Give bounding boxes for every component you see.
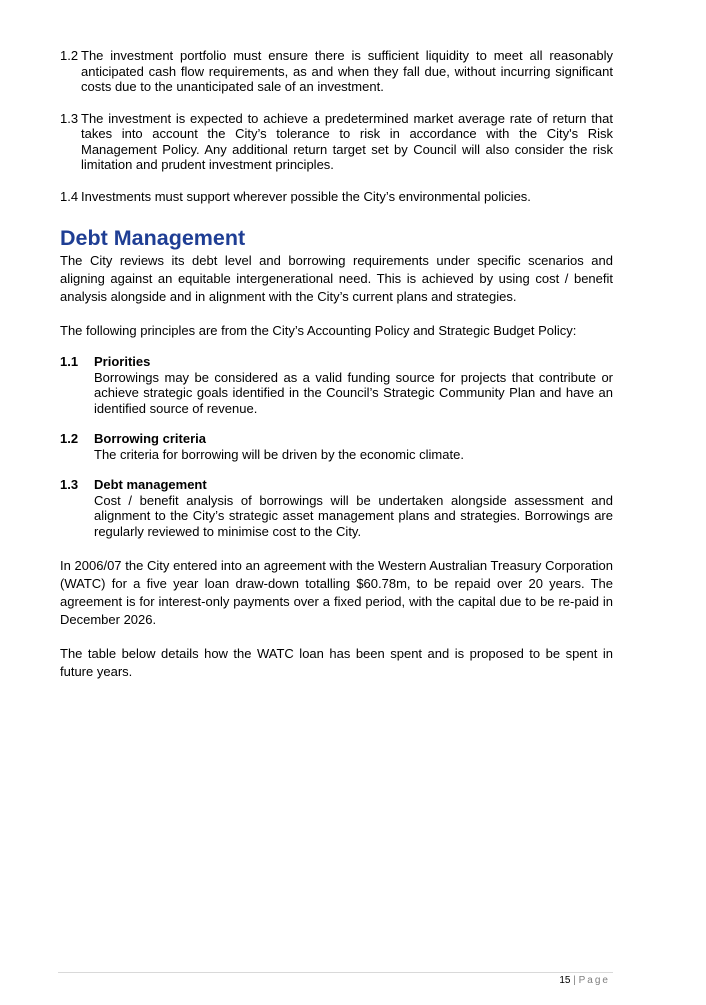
principle-title: Borrowing criteria [94, 431, 206, 446]
page-content [60, 48, 613, 697]
list-item-text: The investment portfolio must ensure there is sufficient liquidity to meet all reasonably anticipated cash flow requirements, as and when they fall due, without incurring significant costs due to the unanticipated sale of an investment. [81, 48, 613, 94]
table-intro-paragraph: The table below details how the WATC loan has been spent and is proposed to be spent in future years. [60, 646, 613, 679]
principle-item [60, 477, 613, 539]
list-item-text: The investment is expected to achieve a predetermined market average rate of return that takes into account the City’s tolerance to risk in accordance with the City's Risk Management Policy. Any additional return target set by Council will also consider the risk limitation and prudent investment principles. [81, 110, 613, 172]
page-footer [559, 975, 610, 986]
list-item [60, 48, 613, 95]
principle-text: Cost / benefit analysis of borrowings will be undertaken alongside assessment and alignment to the City’s strategic asset management plans and strategies. Borrowings are regularly reviewed to minimise cost to the City. [94, 492, 613, 539]
footer-separator: | [573, 975, 576, 986]
principle-text: The criteria for borrowing will be driven by the economic climate. [94, 446, 464, 462]
principle-text: Borrowings may be considered as a valid funding source for projects that contribute or achieve strategic goals identified in the Council’s Strategic Community Plan and have an identified source of revenue. [94, 369, 613, 416]
section-heading: Debt Management [60, 226, 246, 250]
list-item [60, 111, 613, 173]
principle-number: 1.3 [60, 477, 79, 492]
principle-item [60, 431, 613, 462]
principle-title: Debt management [94, 477, 207, 492]
list-item-number: 1.2 [60, 48, 79, 63]
principle-number: 1.2 [60, 431, 79, 446]
principle-item [60, 354, 613, 416]
footer-divider [58, 972, 613, 973]
intro-paragraph: The City reviews its debt level and borrowing requirements under specific scenarios and aligning against an equitable intergenerational need. This is achieved by using cost / benefit analysis alongside and in alignment with the City’s current plans and strategies. [60, 253, 613, 304]
page-number: 15 [559, 975, 571, 986]
list-item-text: Investments must support wherever possible the City’s environmental policies. [81, 188, 531, 204]
page-label: Page [578, 975, 610, 986]
principle-number: 1.1 [60, 354, 79, 369]
principle-title: Priorities [94, 354, 151, 369]
watc-paragraph: In 2006/07 the City entered into an agreement with the Western Australian Treasury Corporation (WATC) for a five year loan draw-down totalling $60.78m, to be repaid over 20 years. The agreement is for interest-only payments over a fixed period, with the capital due to be re-paid in December 2026. [60, 558, 613, 627]
list-item-number: 1.4 [60, 188, 79, 204]
list-item-number: 1.3 [60, 110, 79, 126]
principles-intro: The following principles are from the City’s Accounting Policy and Strategic Budget Policy: [60, 323, 577, 338]
list-item [60, 189, 613, 205]
